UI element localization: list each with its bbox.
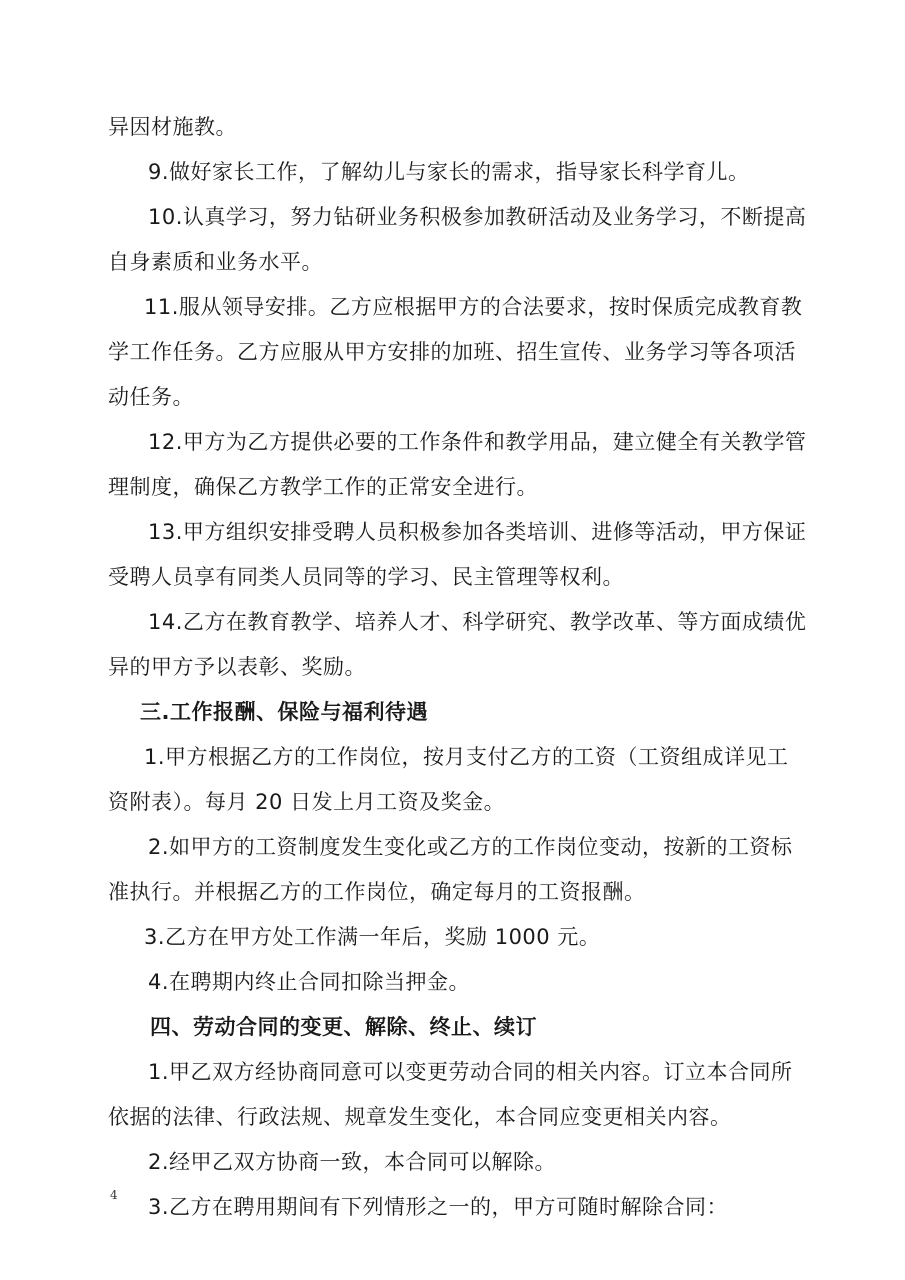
paragraph-salary-3: 3.乙方在甲方处工作满一年后，奖励 1000 元。 [144, 925, 601, 949]
paragraph-continuation: 异因材施教。 [108, 115, 237, 139]
section-heading-3: 三.工作报酬、保险与福利待遇 [140, 700, 428, 724]
paragraph-salary-2: 2.如甲方的工资制度发生变化或乙方的工作岗位变动，按新的工资标准执行。并根据乙方的工作岗位，确定每月的工资报酬。 [108, 835, 793, 904]
page-number: 4 [110, 1188, 118, 1202]
paragraph-item-13: 13.甲方组织安排受聘人员积极参加各类培训、进修等活动，甲方保证受聘人员享有同类人员同等的学习、民主管理等权利。 [108, 520, 807, 589]
paragraph-salary-4: 4.在聘期内终止合同扣除当押金。 [148, 970, 471, 994]
paragraph-item-12: 12.甲方为乙方提供必要的工作条件和教学用品，建立健全有关教学管理制度，确保乙方教学工作的正常安全进行。 [108, 430, 807, 499]
paragraph-item-11: 11.服从领导安排。乙方应根据甲方的合法要求，按时保质完成教育教学工作任务。乙方应服从甲方安排的加班、招生宣传、业务学习等各项活动任务。 [108, 295, 803, 409]
paragraph-item-14: 14.乙方在教育教学、培养人才、科学研究、教学改革、等方面成绩优异的甲方予以表彰、奖励。 [108, 610, 807, 679]
paragraph-item-10: 10.认真学习，努力钻研业务积极参加教研活动及业务学习，不断提高自身素质和业务水平。 [108, 205, 807, 274]
paragraph-contract-2: 2.经甲乙双方协商一致，本合同可以解除。 [148, 1150, 557, 1174]
section-heading-4: 四、劳动合同的变更、解除、终止、续订 [150, 1015, 537, 1039]
paragraph-contract-3: 3.乙方在聘用期间有下列情形之一的，甲方可随时解除合同： [148, 1195, 729, 1219]
paragraph-contract-1: 1.甲乙双方经协商同意可以变更劳动合同的相关内容。订立本合同所依据的法律、行政法规、规章发生变化，本合同应变更相关内容。 [108, 1060, 793, 1129]
document-body [108, 105, 808, 1230]
paragraph-item-9: 9.做好家长工作，了解幼儿与家长的需求，指导家长科学育儿。 [148, 160, 750, 184]
paragraph-salary-1: 1.甲方根据乙方的工作岗位，按月支付乙方的工资（工资组成详见工资附表）。每月 20 日发上月工资及奖金。 [108, 745, 789, 814]
